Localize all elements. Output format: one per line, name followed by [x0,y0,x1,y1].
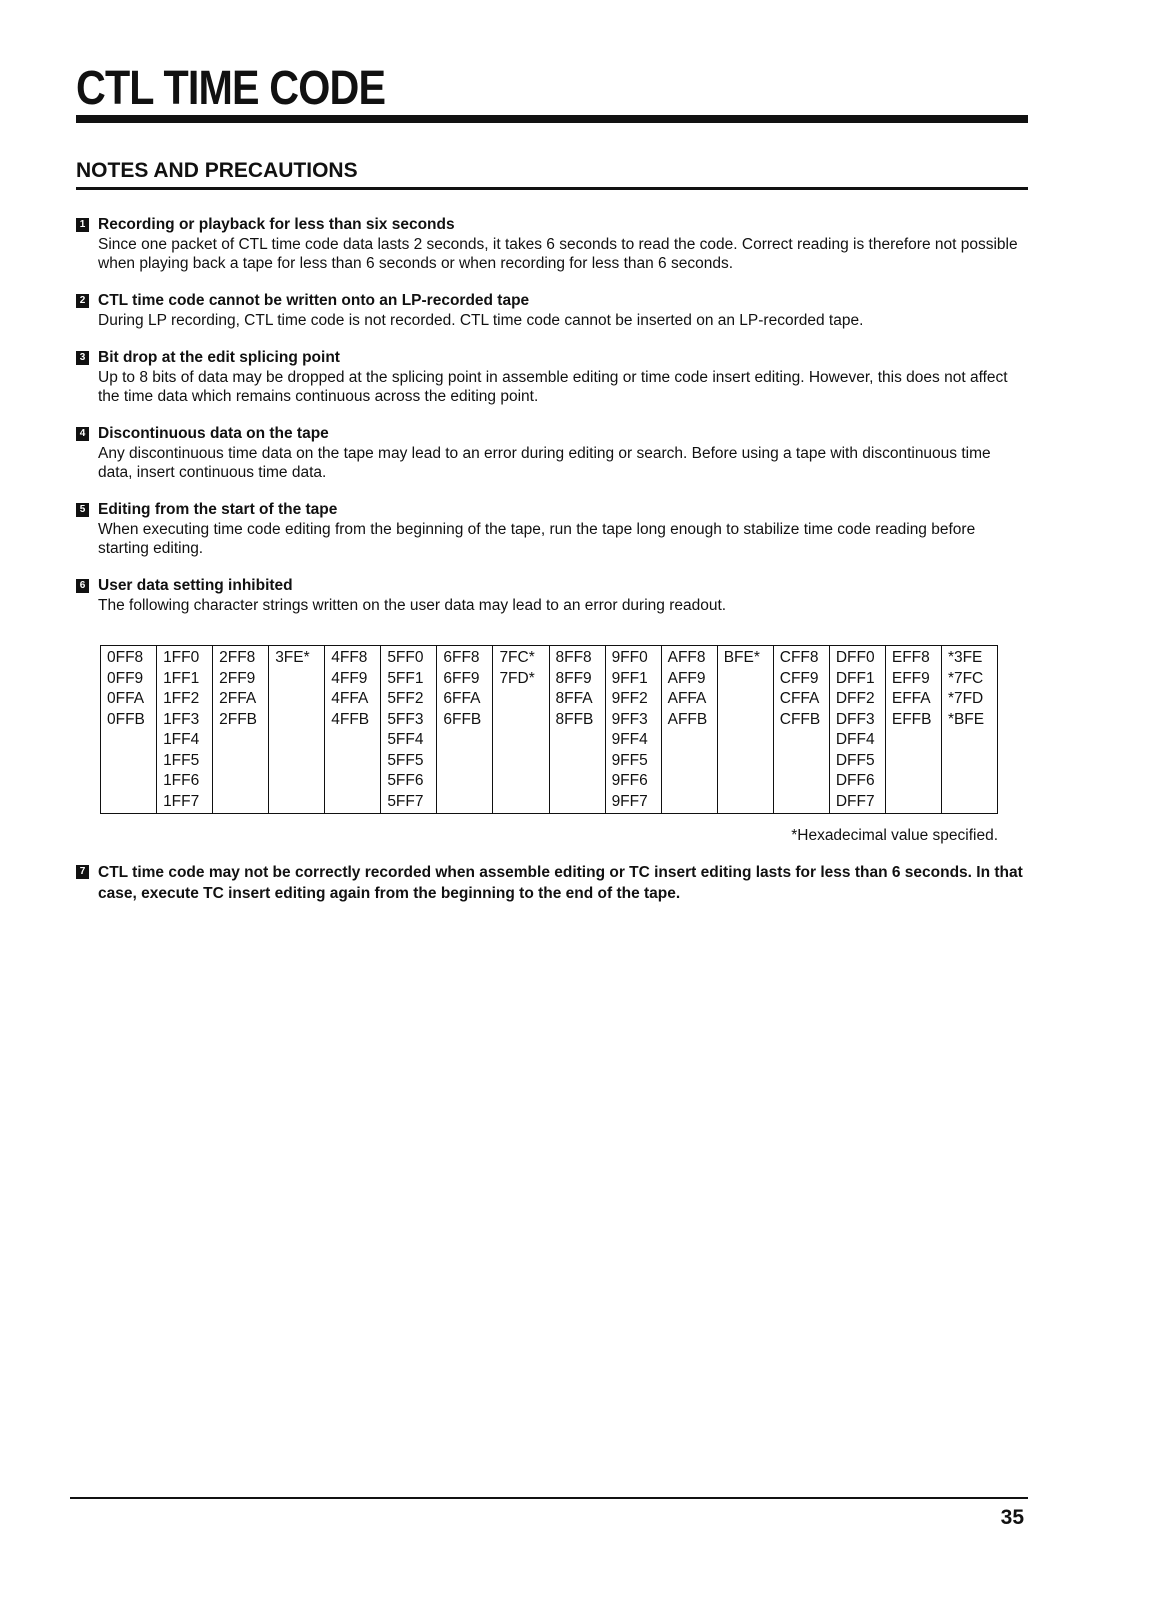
table-cell: 1FF5 [163,751,200,769]
table-column [381,646,437,814]
table-column [829,646,885,814]
table-column [213,646,269,814]
table-row [101,646,998,814]
table-cell: EFFA [891,690,931,707]
table-cell: DFF0 [835,649,875,666]
table-cell: CFFA [779,690,820,707]
table-cell: 8FFA [555,690,593,707]
table-cell: 0FFB [107,710,145,728]
table-footnote: *Hexadecimal value specified. [791,827,998,844]
note-heading: User data setting inhibited [98,577,293,594]
table-cell: AFF8 [667,649,706,666]
table-cell: 9FF4 [611,731,648,748]
table-column [941,646,997,814]
table-cell: 1FF3 [163,710,200,728]
table-column [325,646,381,814]
table-cell: DFF7 [835,792,875,810]
table-cell: DFF6 [835,772,875,789]
table-cell: *7FC [947,669,984,687]
table-cell: 8FFB [555,710,594,728]
note-number-badge: 3 [76,351,89,365]
title-rule [76,115,1028,123]
table-cell: EFFB [891,710,932,728]
table-cell: 4FFA [331,690,369,707]
table-column [773,646,829,814]
table-cell: *7FD [947,690,984,707]
table-cell: 1FF7 [163,792,200,810]
table-column [101,646,157,814]
table-cell: BFE* [723,649,760,666]
notes-list [76,214,1026,632]
note-7 [76,862,1026,904]
table-cell: 8FF9 [555,669,592,687]
table-column [269,646,325,814]
note-heading: Recording or playback for less than six seconds [98,216,455,233]
table-cell: CFFB [779,710,821,728]
note-heading: Bit drop at the edit splicing point [98,349,340,366]
table-cell: 1FF2 [163,690,200,707]
table-cell: 9FF0 [611,649,648,666]
table-cell: DFF3 [835,710,875,728]
table-cell: 1FF4 [163,731,200,748]
table-column [717,646,773,814]
table-column [549,646,605,814]
table-cell: 5FF0 [387,649,424,666]
note-body: Since one packet of CTL time code data lasts 2 seconds, it takes 6 seconds to read the code. Correct reading is therefore not possible when playing back a tape for less than 6 seconds or when recording for less than 6 seconds. [98,236,1018,272]
note-header [76,423,1026,444]
note-heading: Discontinuous data on the tape [98,425,329,442]
table-cell: 7FD* [499,669,535,687]
note-body: The following character strings written on the user data may lead to an error during readout. [98,597,727,614]
table-cell: 6FF9 [443,669,480,687]
note-heading: CTL time code may not be correctly recorded when assemble editing or TC insert editing lasts for less than 6 seconds. In that case, execute TC insert editing again from the beginning to the end of the tape. [98,864,1023,902]
footer-rule [70,1497,1028,1499]
table-column [493,646,549,814]
table-cell: 6FFB [443,710,482,728]
table-cell: AFFA [667,690,707,707]
table-column [885,646,941,814]
section-rule [76,187,1028,190]
table-cell: 5FF4 [387,731,424,748]
note-header [76,290,1026,311]
note-header [76,214,1026,235]
table-cell: 0FFA [107,690,145,707]
note-number-badge: 2 [76,294,89,308]
note-header [76,575,1026,596]
table-cell: 5FF3 [387,710,424,728]
table-cell: 6FFA [443,690,481,707]
table-cell: 5FF2 [387,690,424,707]
table-cell: 9FF3 [611,710,648,728]
note-6 [76,575,1026,615]
table-cell: 0FF9 [107,669,144,687]
note-body: Up to 8 bits of data may be dropped at the splicing point in assemble editing or time code insert editing. However, this does not affect the time data which remains continuous across the editing point. [98,369,1008,405]
table-cell: 1FF1 [163,669,200,687]
table-cell: 2FFA [219,690,257,707]
note-4 [76,423,1026,482]
table-cell: 2FF9 [219,669,256,687]
table-cell: 9FF6 [611,772,648,789]
table-cell: 4FF9 [331,669,368,687]
page-number: 35 [1000,1506,1024,1529]
note-heading: CTL time code cannot be written onto an LP-recorded tape [98,292,530,309]
table-cell: 9FF2 [611,690,648,707]
table-cell: DFF5 [835,751,875,769]
table-cell: 0FF8 [107,649,144,666]
table-cell: 2FF8 [219,649,256,666]
table-cell: *BFE [947,710,985,728]
table-cell: 3FE* [275,649,310,666]
table-cell: 1FF6 [163,772,200,789]
note-1 [76,214,1026,273]
note-body: When executing time code editing from the beginning of the tape, run the tape long enough to stabilize time code reading before starting editing. [98,521,976,557]
table-cell: 4FFB [331,710,370,728]
table-cell: 9FF7 [611,792,648,810]
note-number-badge: 7 [76,865,89,879]
table-column [157,646,213,814]
note-number-badge: 6 [76,579,89,593]
note-number-badge: 4 [76,427,89,441]
table-cell: 6FF8 [443,649,480,666]
note-header [76,499,1026,520]
table-cell: DFF2 [835,690,875,707]
page-title: CTL TIME CODE [76,62,386,115]
note-2 [76,290,1026,330]
table-cell: 9FF5 [611,751,648,769]
table-cell: AFF9 [667,669,706,687]
table-cell: DFF1 [835,669,875,687]
table-column [605,646,661,814]
table-cell: CFF8 [779,649,819,666]
table-cell: *3FE [947,649,983,666]
section-title: NOTES AND PRECAUTIONS [76,159,358,182]
note-header [76,347,1026,368]
table-cell: 8FF8 [555,649,592,666]
table-column [661,646,717,814]
table-cell: CFF9 [779,669,819,687]
table-cell: EFF8 [891,649,930,666]
table-cell: 7FC* [499,649,535,666]
note-number-badge: 1 [76,218,89,232]
note-body: During LP recording, CTL time code is not recorded. CTL time code cannot be inserted on an LP-recorded tape. [98,312,864,329]
table-cell: 5FF5 [387,751,424,769]
table-cell: AFFB [667,710,708,728]
table-cell: 4FF8 [331,649,368,666]
table-cell: 5FF7 [387,792,424,810]
table-cell: DFF4 [835,731,875,748]
inhibited-codes-table [100,645,998,814]
table-cell: 1FF0 [163,649,200,666]
note-3 [76,347,1026,406]
table-cell: EFF9 [891,669,930,687]
note-5 [76,499,1026,558]
note-number-badge: 5 [76,503,89,517]
table-column [437,646,493,814]
table-cell: 5FF1 [387,669,424,687]
table-cell: 2FFB [219,710,258,728]
note-heading: Editing from the start of the tape [98,501,338,518]
table-cell: 5FF6 [387,772,424,789]
table-cell: 9FF1 [611,669,648,687]
note-body: Any discontinuous time data on the tape may lead to an error during editing or search. Before using a tape with discontinuous time data, insert continuous time data. [98,445,991,481]
